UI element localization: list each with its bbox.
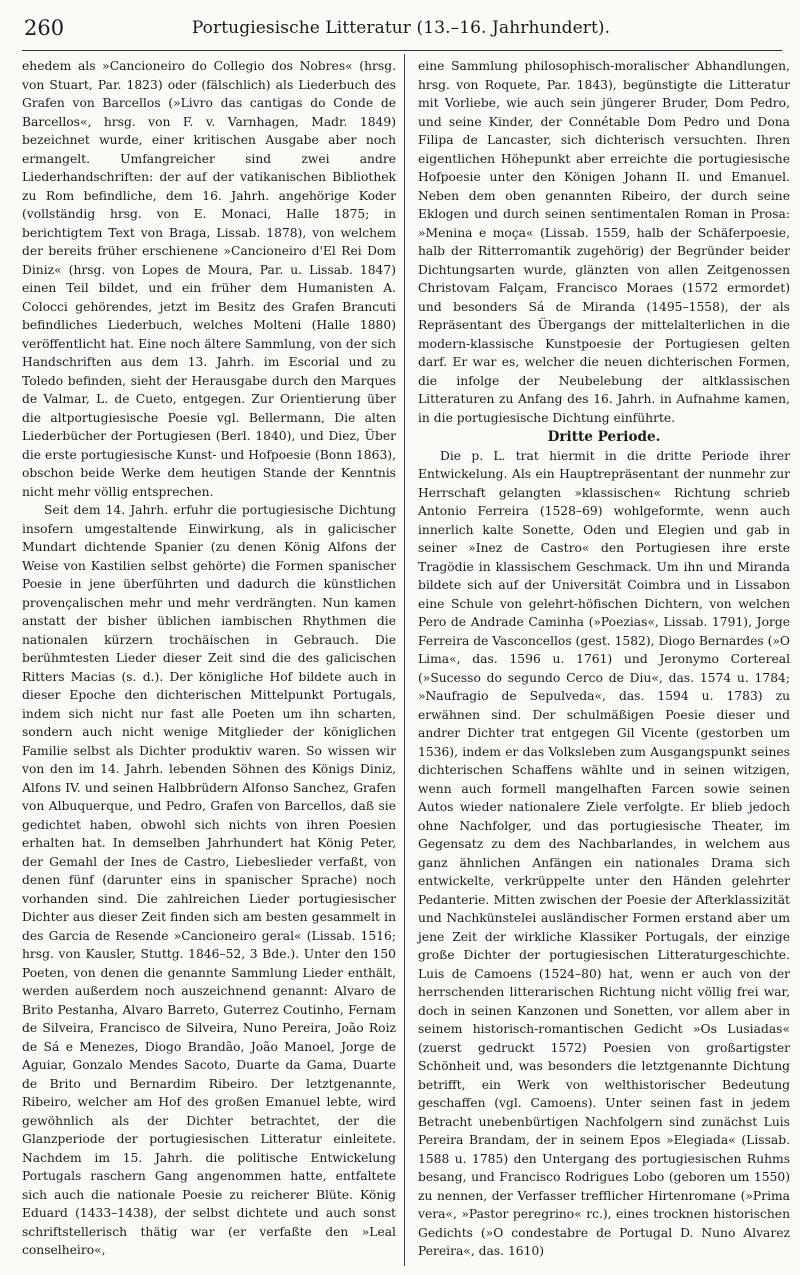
running-title: Portugiesische Litteratur (13.–16. Jahrhundert). [191,18,611,38]
page-number: 260 [24,16,65,40]
paragraph: Seit dem 14. Jahrh. erfuhr die portugiesische Dichtung insofern umgestaltende Einwirkung, als in galicischer Mundart dichtende Spanier (zu denen König Alfons der Weise von Kastilien selbst gehörte) die Formen spanischer Poesie in jene überführten und dadurch die künstlichen provençalischen mehr und mehr verdrängten. Nun kamen anstatt der bisher üblichen iambischen Rhythmen die nationalen kürzern trochäischen in Gebrauch. Die berühmtesten Lieder dieser Zeit sind die des galicischen Ritters Macias (s. d.). Der königliche Hof bildete auch in dieser Epoche den dichterischen Mittelpunkt Portugals, indem sich nicht nur fast alle Poeten um ihn scharten, sondern auch nicht wenige Mitglieder der königlichen Familie selbst als Dichter produktiv waren. So wissen wir von den im 14. Jahrh. lebenden Söhnen des Königs Diniz, Alfons IV. und seinen Halbbrüdern Alfonso Sanchez, Grafen von Albuquerque, und Pedro, Grafen von Barcellos, daß sie gedichtet haben, obwohl sich nichts von ihren Poesien erhalten hat. In demselben Jahrhundert hat König Peter, der Gemahl der Ines de Castro, Liebeslieder verfaßt, von denen fünf (darunter eins in spanischer Sprache) noch vorhanden sind. Die zahlreichen Lieder portugiesischer Dichter aus dieser Zeit finden sich am besten gesammelt in des Garcia de Resende »Cancioneiro geral« (Lissab. 1516; hrsg. von Kausler, Stuttg. 1846–52, 3 Bde.). Unter den 150 Poeten, von denen die genannte Sammlung Lieder enthält, werden außerdem noch auszeichnend genannt: Alvaro de Brito Pestanha, Alvaro Barreto, Guterrez Coutinho, Fernam de Silveira, Francisco de Silveira, Nuno Pereira, João Roiz de Sá e Menezes, Diogo Brandão, João Manoel, Jorge de Aguiar, Gonzalo Mendes Sacoto, Duarte da Gama, Duarte de Brito und Bernardim Ribeiro. Der letztgenannte, Ribeiro, welcher am Hof des großen Emanuel lebte, wird gewöhnlich als der Dichter betrachtet, der die Glanzperiode der portugiesischen Litteratur einleitete. Nachdem im 15. Jahrh. die politische Entwickelung Portugals raschern Gang angenommen hatte, entfaltete sich auch die nationale Poesie zu reicherer Blüte. König Eduard (1433–1438), der selbst dichtete und auch sonst schriftstellerisch thätig war (er verfaßte den »Leal conselheiro«, [22,503,396,1257]
column-divider [404,54,405,1266]
section-heading: Dritte Periode. [547,429,661,445]
page-header [20,12,782,46]
paragraph: ehedem als »Cancioneiro do Collegio dos Nobres« (hrsg. von Stuart, Par. 1823) oder (fälschlich) als Liederbuch des Grafen von Barcellos (»Livro das cantigas do Conde de Barcellos«, hrsg. von F. v. Varnhagen, Madr. 1849) bezeichnet wurde, einer kritischen Ausgabe aber noch ermangelt. Umfangreicher sind zwei andre Liederhandschriften: der auf der vatikanischen Bibliothek zu Rom befindliche, dem 16. Jahrh. angehörige Koder (vollständig hrsg. von E. Monaci, Halle 1875; in berichtigtem Text von Braga, Lissab. 1878), von welchem der bereits früher erschienene »Cancioneiro d'El Rei Dom Diniz« (hrsg. von Lopes de Moura, Par. u. Lissab. 1847) einen Teil bildet, und ein früher dem Humanisten A. Colocci gehörendes, jetzt im Besitz des Grafen Brancuti befindliches Liederbuch, welches Molteni (Halle 1880) veröffentlicht hat. Eine noch ältere Sammlung, von der sich Handschriften aus dem 13. Jahrh. im Escorial und zu Toledo befinden, sieht der Herausgabe durch den Marques de Valmar, L. de Cueto, entgegen. Zur Orientierung über die altportugiesische Poesie vgl. Bellermann, Die alten Liederbücher der Portugiesen (Berl. 1840), und Diez, Über die erste portugiesische Kunst- und Hofpoesie (Bonn 1863), obschon beide Werke dem heutigen Stande der Kenntnis nicht mehr völlig entsprechen. [22,59,396,499]
right-column [418,57,790,1261]
left-column [22,57,396,1260]
paragraph: eine Sammlung philosophisch-moralischer Abhandlungen, hrsg. von Roquete, Par. 1843), begünstigte die Litteratur mit Vorliebe, wie auch sein jüngerer Bruder, Dom Pedro, und seine Kinder, der Connétable Dom Pedro und Dona Filipa de Lancaster, sich dichterisch versuchten. Ihren eigentlichen Höhepunkt aber erreichte die portugiesische Hofpoesie unter den Königen Johann II. und Emanuel. Neben dem oben genannten Ribeiro, der durch seine Eklogen und durch seinen sentimentalen Roman in Prosa: »Menina e moça« (Lissab. 1559, halb der Schäferpoesie, halb der Ritterromantik zugehörig) der Begründer beider Dichtungsarten wurde, glänzten von allen Zeitgenossen Christovam Falçam, Francisco Moraes (1572 ermordet) und besonders Sá de Miranda (1495–1558), der als Repräsentant des Übergangs der mittelalterlichen in die modern-klassische Kunstpoesie der Portugiesen gelten darf. Er war es, welcher die neuen dichterischen Formen, die infolge der Neubelebung der altklassischen Litteraturen zu Anfang des 16. Jahrh. in Aufnahme kamen, in die portugiesische Dichtung einführte. [418,59,790,425]
paragraph: Die p. L. trat hiermit in die dritte Periode ihrer Entwickelung. Als ein Hauptrepräsentant der nunmehr zur Herrschaft gelangten »klassischen« Richtung schrieb Antonio Ferreira (1528–69) wohlgeformte, wenn auch innerlich kalte Sonette, Oden und Elegien und gab in seiner »Inez de Castro« den Portugiesen ihre erste Tragödie in klassischem Geschmack. Um ihn und Miranda bildete sich auf der Universität Coimbra und in Lissabon eine Schule von gelehrt-höfischen Dichtern, von welchen Pero de Andrade Caminha (»Poezias«, Lissab. 1791), Jorge Ferreira de Vasconcellos (gest. 1582), Diogo Bernardes (»O Lima«, das. 1596 u. 1761) und Jeronymo Cortereal (»Sucesso do segundo Cerco de Diu«, das. 1574 u. 1784; »Naufragio de Sepulveda«, das. 1594 u. 1783) zu erwähnen sind. Der schulmäßigen Poesie dieser und andrer Dichter trat entgegen Gil Vicente (gestorben um 1536), indem er das Volksleben zum Ausgangspunkt seines dichterischen Schaffens wählte und in seinen witzigen, wenn auch formell mangelhaften Farcen sowie seinen Autos wieder nationalere Ziele verfolgte. Er blieb jedoch ohne Nachfolger, und das portugiesische Theater, im Gegensatz zu dem des Nachbarlandes, in welchem aus ganz ähnlichen Anfängen ein nationales Drama sich entwickelte, verkrüppelte unter den Händen gelehrter Pedanterie. Mitten zwischen der Poesie der Afterklassizität und Nachkünstelei ausländischer Formen erstand aber um jene Zeit der wirkliche Klassiker Portugals, der einzige große Dichter der portugiesischen Litteraturgeschichte. Luis de Camoens (1524–80) hat, wenn er auch von der herrschenden litterarischen Richtung nicht völlig frei war, doch in seinen Kanzonen und Sonetten, vor allem aber in seinem historisch-romantischen Gedicht »Os Lusiadas« (zuerst gedruckt 1572) Poesien von großartigster Schönheit und, was besonders die letztgenannte Dichtung betrifft, ein Werk von welthistorischer Bedeutung geschaffen (vgl. Camoens). Unter seinen fast in jedem Betracht unebenbürtigen Nachfolgern sind zunächst Luis Pereira Brandam, der in seinem Epos »Elegiada« (Lissab. 1588 u. 1785) den Untergang des portugiesischen Ruhms besang, und Francisco Rodrigues Lobo (geboren um 1550) zu nennen, der Verfasser trefflicher Hirtenromane (»Prima vera«, »Pastor peregrino« rc.), eines trocknen historischen Gedichts (»O condestabre de Portugal D. Nuno Alvarez Pereira«, das. 1610) [418,448,790,1258]
header-rule [22,50,782,51]
